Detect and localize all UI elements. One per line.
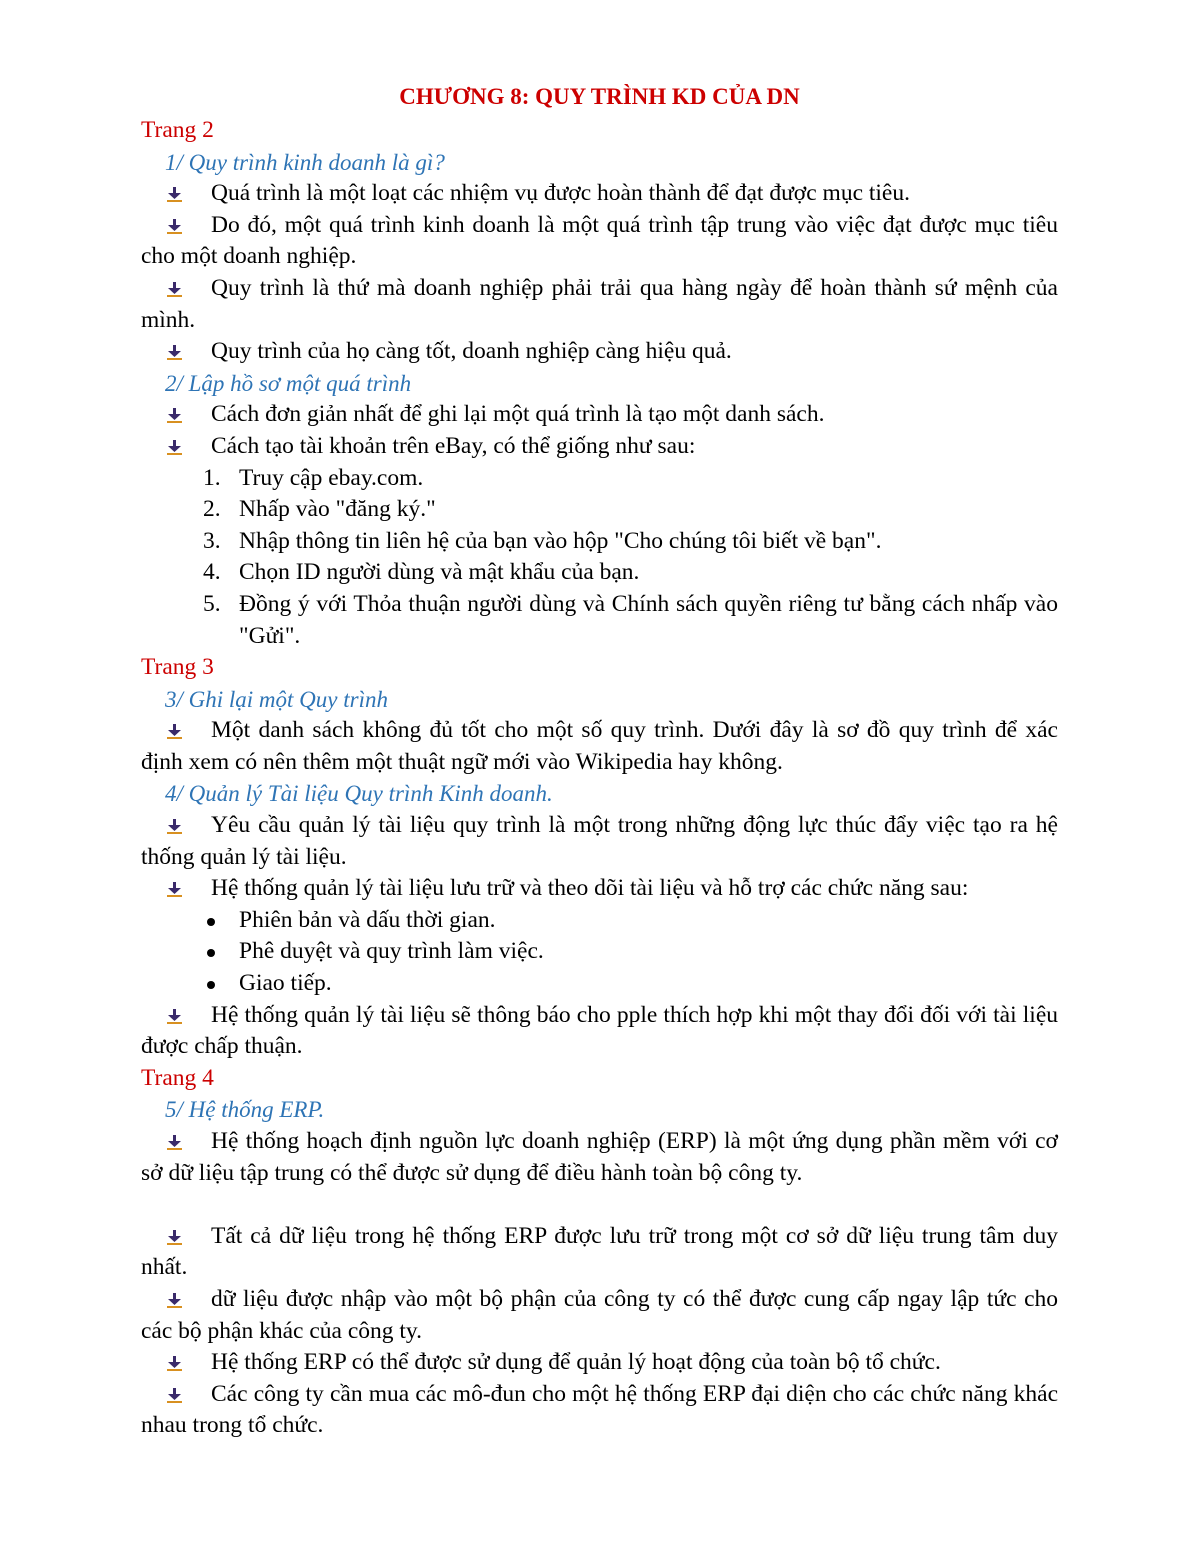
section-heading-5: 5/ Hệ thống ERP. [165, 1097, 325, 1123]
list-item: 3. Nhập thông tin liên hệ của bạn vào hộp "Cho chúng tôi biết về bạn". [203, 527, 882, 554]
bullet-paragraph: Tất cả dữ liệu trong hệ thống ERP được lưu trữ trong một cơ sở dữ liệu trung tâm duy nhất. [141, 1222, 1058, 1281]
arrow-bullet-icon [167, 210, 211, 241]
list-item: Giao tiếp. [141, 968, 1058, 1000]
bullet-paragraph: Do đó, một quá trình kinh doanh là một quá trình tập trung vào việc đạt được mục tiêu cho một doanh nghiệp. [141, 211, 1058, 270]
arrow-bullet-icon [167, 1284, 211, 1315]
list-item: Phê duyệt và quy trình làm việc. [141, 936, 1058, 968]
arrow-bullet-icon [167, 431, 211, 462]
section-heading-1: 1/ Quy trình kinh doanh là gì? [165, 149, 445, 175]
bullet-dot-icon [207, 918, 215, 926]
bullet-dot-icon [207, 949, 215, 957]
list-item: 5. Đồng ý với Thỏa thuận người dùng và Chính sách quyền riêng tư bằng cách nhấp vào "Gửi". [203, 590, 1058, 649]
blank-line [141, 1189, 1058, 1221]
arrow-bullet-icon [167, 1379, 211, 1410]
arrow-bullet-icon [167, 1221, 211, 1252]
arrow-bullet-icon [167, 273, 211, 304]
bullet-paragraph: Yêu cầu quản lý tài liệu quy trình là một trong những động lực thúc đẩy việc tạo ra hệ thống quản lý tài liệu. [141, 812, 1058, 870]
bullet-paragraph: Hệ thống quản lý tài liệu sẽ thông báo cho pple thích hợp khi một thay đổi đối với tài liệu được chấp thuận. [141, 1001, 1058, 1060]
bullet-paragraph: Hệ thống quản lý tài liệu lưu trữ và theo dõi tài liệu và hỗ trợ các chức năng sau: [141, 873, 1058, 905]
list-item: 4. Chọn ID người dùng và mật khẩu của bạn. [203, 559, 640, 586]
chapter-title: CHƯƠNG 8: QUY TRÌNH KD CỦA DN [399, 84, 800, 109]
bullet-paragraph: Hệ thống ERP có thể được sử dụng để quản lý hoạt động của toàn bộ tổ chức. [141, 1347, 1058, 1379]
bullet-paragraph: Một danh sách không đủ tốt cho một số quy trình. Dưới đây là sơ đồ quy trình để xác định xem có nên thêm một thuật ngữ mới vào Wikipedia hay không. [141, 717, 1058, 775]
section-heading-2: 2/ Lập hồ sơ một quá trình [165, 370, 412, 396]
arrow-bullet-icon [167, 715, 211, 746]
bullet-dot-icon [207, 981, 215, 989]
arrow-bullet-icon [167, 336, 211, 367]
bullet-paragraph: Các công ty cần mua các mô-đun cho một hệ thống ERP đại diện cho các chức năng khác nhau trong tổ chức. [141, 1380, 1058, 1439]
page-label-3: Trang 3 [141, 654, 214, 681]
arrow-bullet-icon [167, 178, 211, 209]
page-label-2: Trang 2 [141, 117, 214, 143]
arrow-bullet-icon [167, 1000, 211, 1031]
arrow-bullet-icon [167, 810, 211, 841]
list-item: 1. Truy cập ebay.com. [203, 464, 424, 491]
page-label-4: Trang 4 [141, 1064, 214, 1091]
features-list [141, 905, 1058, 1000]
bullet-paragraph: Hệ thống hoạch định nguồn lực doanh nghiệp (ERP) là một ứng dụng phần mềm với cơ sở dữ liệu tập trung có thể được sử dụng để điều hành toàn bộ công ty. [141, 1128, 1058, 1186]
ebay-steps-list [141, 463, 1058, 653]
arrow-bullet-icon [167, 399, 211, 430]
arrow-bullet-icon [167, 1126, 211, 1157]
bullet-paragraph: Quy trình của họ càng tốt, doanh nghiệp càng hiệu quả. [141, 336, 1058, 368]
bullet-paragraph: dữ liệu được nhập vào một bộ phận của công ty có thể được cung cấp ngay lập tức cho các bộ phận khác của công ty. [141, 1285, 1058, 1344]
bullet-paragraph: Cách đơn giản nhất để ghi lại một quá trình là tạo một danh sách. [141, 399, 1058, 431]
section-heading-4: 4/ Quản lý Tài liệu Quy trình Kinh doanh. [165, 781, 553, 807]
bullet-paragraph: Quá trình là một loạt các nhiệm vụ được hoàn thành để đạt được mục tiêu. [141, 178, 1058, 210]
section-heading-3: 3/ Ghi lại một Quy trình [165, 686, 388, 712]
document-page [141, 80, 1058, 1442]
list-item: Phiên bản và dấu thời gian. [141, 905, 1058, 937]
list-item: 2. Nhấp vào "đăng ký." [203, 496, 436, 523]
arrow-bullet-icon [167, 1347, 211, 1378]
bullet-paragraph: Cách tạo tài khoản trên eBay, có thể giống như sau: [141, 431, 1058, 463]
arrow-bullet-icon [167, 873, 211, 904]
bullet-paragraph: Quy trình là thứ mà doanh nghiệp phải trải qua hàng ngày để hoàn thành sứ mệnh của mình. [141, 274, 1058, 333]
